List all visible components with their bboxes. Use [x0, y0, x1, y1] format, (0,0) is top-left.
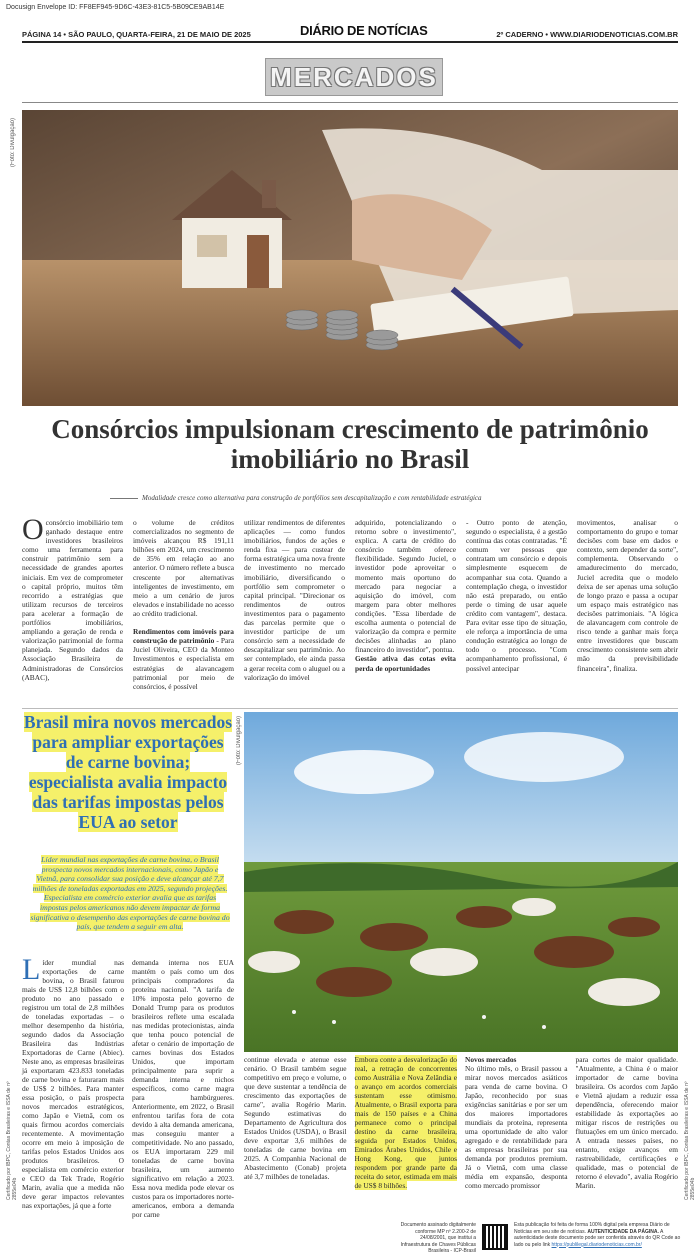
auth-label: AUTENTICIDADE DA PÁGINA.	[587, 1228, 659, 1235]
masthead-logo: DIÁRIO DE NOTÍCIAS	[300, 23, 428, 38]
article1-text-1: consórcio imobiliário tem ganhado destaque entre investidores brasileiros como uma ferramenta para construir patrimônio sem a necessidade de grandes aportes iniciais. Em vez de comprometer o capital próprio, muitos têm recorrido a estratégias que utilizam recursos de terceiros para acelerar a formação de portfólios imobiliários, ampliando a geração de renda e valorização patrimonial de forma planejada. Segundo dados da Associação Brasileira de Administradoras de Consórcios (ABAC),	[22, 518, 123, 682]
article2-text-1: íder mundial nas exportações de carne bovina, o Brasil faturou mais de US$ 12,8 bilhões com o produto no ano passado e registrou um total de 2,8 milhões de toneladas exportadas – o melhor desempenho da história, segundo dados da Associação Brasileira das Indústrias Exportadoras de Carne (Abiec). Neste ano, as empresas brasileiras já exportaram 423.833 toneladas de carne bovina e faturaram mais de US$ 2 bilhões. Para manter essa posição, o país prospecta novos mercados estratégicos, como Japão e Vietnã, com os quais firmou acordos comerciais recentemente. A movimentação ocorre em meio à imposição de tarifas pelos Estados Unidos aos produtos brasileiros. O especialista em comércio exterior e CEO da Tek Trade, Rogério Marin, avalia que a medida não deve gerar impactos relevantes nas exportações, já que a forte	[22, 958, 124, 1210]
photo-credit-2: (Foto: Divulgação)	[236, 716, 242, 766]
article2-text-5: No último mês, o Brasil passou a mirar novos mercados asiáticos para venda de carne bovina. O Japão, reconhecido por suas exigências sanitárias e por ser um dos maiores importadores mundiais da proteína, representa uma oportunidade de alto valor agregado e de rentabilidade para as empresas brasileiras por sua demanda por produtos premium. Já o Vietnã, com uma classe média em expansão, desponta como mercado promissor	[465, 1064, 568, 1190]
header-site: 2º CADERNO • WWW.DIARIODENOTICIAS.COM.BR	[496, 30, 678, 39]
article2-headline-text: Brasil mira novos mercados para ampliar exportações de carne bovina; especialista avalia impacto das tarifas impostas pelos EUA ao setor	[23, 712, 233, 832]
cattle-image	[244, 712, 678, 1052]
article1-subhead-2: Gestão ativa das cotas evita perda de oportunidades	[355, 654, 456, 673]
cattle-pasture-illustration	[244, 712, 678, 1052]
auth-link[interactable]: https://publilegal.diariodenoticias.com.br/	[551, 1241, 642, 1248]
side-cert-left: Certificado por IBPC, Contas Brasileiras e ISSA de nº 2855e04b	[6, 1081, 18, 1200]
house-coins-illustration	[22, 110, 678, 406]
article1-deck	[110, 494, 670, 502]
footer-auth	[514, 1222, 684, 1248]
article1-col-2	[133, 518, 234, 691]
article1-col-3	[244, 518, 345, 691]
article2-body-right	[244, 1055, 678, 1190]
article1-col-4	[355, 518, 456, 691]
article2-subhead: Novos mercados	[465, 1055, 517, 1064]
photo-credit: (Foto: Divulgação)	[10, 118, 16, 168]
article2-col-3	[244, 1055, 347, 1190]
side-cert-right: Certificado por IBPC, Contas Brasileiras e ISSA de nº 2855e04b	[684, 1081, 696, 1200]
article2-headline	[22, 712, 234, 832]
header-date: PÁGINA 14 • SÃO PAULO, QUARTA-FEIRA, 21 DE MAIO DE 2025	[22, 30, 251, 39]
article1-text-3: utilizar rendimentos de diferentes aplicações — como fundos imobiliários, fundos de ações e renda fixa — para custear de forma estratégica uma nova frente de investimento no mercado imobiliário, diversificando o portfólio sem comprometer o capital principal. "Direcionar os rendimentos de outros investimentos para o pagamento das parcelas permite que o investidor participe de um consórcio sem a necessidade de descapitalizar seu patrimônio. Ao ser contemplado, ele ainda passa a gerar receita com o aluguel ou a valorização do imóvel	[244, 518, 345, 682]
article2-col-6	[576, 1055, 679, 1190]
article2-body-left	[22, 953, 234, 1219]
section-title: MERCADOS	[265, 58, 443, 96]
article2-col-2	[132, 958, 234, 1219]
article1-text-2: o volume de créditos comercializados no segmento de imóveis alcançou R$ 191,11 bilhões em 2024, um crescimento de 35% em relação ao ano anterior. O número reflete a busca crescente por alternativas inteligentes de investimento, em meio a um cenário de juros elevados e instabilidade no acesso ao crédito tradicional.	[133, 518, 234, 618]
article2-deck	[30, 855, 230, 932]
article1-deck-text: Modalidade cresce como alternativa para construção de portfólios sem descapitalização e com rentabilidade estratégica	[142, 494, 482, 502]
article2-text-3: continue elevada e atenue esse cenário. O Brasil também segue competitivo em preço e volume, o que deve sustentar a tendência de crescimento das exportações de carne", avalia Rogério Marin. Segundo estimativas do Departamento de Agricultura dos Estados Unidos (USDA), o Brasil deve exportar 3,6 milhões de toneladas de carne bovina em 2025. A Companhia Nacional de Abastecimento (Conab) projeta até 3,7 milhões de toneladas.	[244, 1055, 347, 1181]
dropcap-2: L	[22, 953, 41, 986]
article1-subhead-1: Rendimentos com imóveis para construção de patrimônio	[133, 627, 234, 646]
section-rule	[22, 102, 678, 103]
article2-col-1	[22, 953, 124, 1219]
article2-deck-text: Líder mundial nas exportações de carne bovina, o Brasil prospecta novos mercados internacionais, como Japão e Vietnã, para consolidar sua posição e deve alcançar até 7,7 milhões de toneladas exportadas em 2025, segundo projeções. Especialista em comércio exterior avalia que as tarifas impostas pelos americanos não devem impactar de forma significativa o desempenho das exportações de carne bovina do país, que tendem a seguir em alta.	[30, 855, 230, 932]
article1-headline: Consórcios impulsionam crescimento de patrimônio imobiliário no Brasil	[51, 414, 649, 474]
article1-text-4: adquirido, potencializando o retorno sobre o investimento", explica. A carta de crédito do consórcio também oferece flexibilidade. Segundo Juciel, o investidor pode aproveitar o momento mais oportuno do mercado para negociar a aquisição do imóvel, com margem para obter melhores condições. "Essa liberdade de escolha aumenta o potencial de valorização da compra e permite decisões alinhadas ao plano financeiro do investidor", pontua.	[355, 518, 456, 655]
envelope-id: Docusign Envelope ID: FF8EF945-9D6C-43E3-81C5-5B09CE9AB14E	[6, 4, 225, 11]
footer-doc-text: Documento assinado digitalmente conforme MP nº 2.200-2 de 24/08/2001, que institui a Infraestrutura de Chaves Públicas Brasileira - ICP-Brasil	[400, 1222, 476, 1254]
auth-text: A autenticidade deste documento pode ser conferida através do QR Code ao lado ou pelo link	[514, 1228, 681, 1248]
qr-code[interactable]	[482, 1224, 508, 1250]
article1-text-5: - Outro ponto de atenção, segundo o especialista, é a gestão contínua das cotas contratadas. "É comum ver pessoas que contratam um consórcio e depois simplesmente esquecem de acompanhar sua cota. Quando a contemplação chega, o investidor não está preparado, ou então perde o timing de usar aquele crédito com vantagem", destaca. Para evitar esse tipo de situação, ele reforça a importância de uma condução estratégica ao longo de todo o processo. "Com acompanhamento profissional, é possível antecipar	[466, 518, 567, 673]
article1-body	[22, 513, 678, 691]
article1-col-6	[577, 518, 678, 691]
auth-intro: Esta publicação foi feita de forma 100% digital pela empresa Diário de Notícias em seu site de notícias.	[514, 1222, 670, 1235]
article1-col-1	[22, 513, 123, 691]
article2-col-4	[355, 1055, 458, 1190]
article1-text-2b: - Para Juciel Oliveira, CEO da Monteo Investimentos e especialista em estratégias de alavancagem patrimonial por meio de consórcios, é possível	[133, 636, 234, 691]
dropcap: O	[22, 513, 44, 546]
article1-col-5	[466, 518, 567, 691]
article2-col-5	[465, 1055, 568, 1190]
article2-text-4: Embora conte a desvalorização do real, a retração de concorrentes como Austrália e Nova Zelândia e o avanço em acordos comerciais sustentam esse otimismo. Atualmente, o Brasil exporta para mais de 150 países e a China permanece como o principal destino da carne brasileira, seguida por Estados Unidos, Emirados Árabes Unidos, Chile e Hong Kong, que juntos respondem por grande parte da receita do setor, estimada em mais de US$ 8 bilhões.	[354, 1055, 457, 1190]
article1-text-6: movimentos, analisar o comportamento do grupo e tomar decisões com base em dados e contexto, sem depender da sorte", complementa. Observando o amadurecimento do mercado, Juciel acredita que o modelo deixa de ser apenas uma solução de longo prazo e passa a ocupar um espaço mais estratégico nas decisões patrimoniais. "A lógica de alavancagem com controle de risco tende a ganhar mais força entre investidores que buscam crescimento consistente sem abrir mão da previsibilidade financeira", finaliza.	[577, 518, 678, 673]
header-rule	[22, 41, 678, 43]
article2-text-2: demanda interna nos EUA mantém o país como um dos principais compradores da proteína nacional. "A tarifa de 10% imposta pelo governo de Donald Trump para os produtos brasileiros reflete uma escalada nas medidas protecionistas, ainda que tenha pouco potencial de afetar o cenário de importação de carnes bovinas dos Estados Unidos, que importam principalmente para suprir a demanda interna e nichos específicos, como carne magra para hambúrgueres. Anteriormente, em 2022, o Brasil enfrentou tarifas fora de cota devido à alta demanda americana, mas conseguiu manter a competitividade. No ano passado, os EUA importaram 229 mil toneladas de carne bovina brasileira, um aumento significativo em relação a 2023. Essa nova medida pode elevar os custos para os importadores norte-americanos, embora a demanda por carne	[132, 958, 234, 1219]
article-separator	[22, 708, 678, 709]
hero-image	[22, 110, 678, 406]
article2-text-6: para cortes de maior qualidade. "Atualmente, a China é o maior importador de carne bovina brasileira. Os acordos com Japão e Vietnã ajudam a reduzir essa dependência, oferecendo maior estabilidade às exportações ao mitigar riscos de restrições ou flutuações em um único mercado. A entrada nesses países, no entanto, exige avanços em rastreabilidade, certificações e qualidade, mas o potencial de retorno é elevado", avalia Rogério Marin.	[575, 1055, 678, 1190]
deck-dash	[110, 498, 138, 499]
